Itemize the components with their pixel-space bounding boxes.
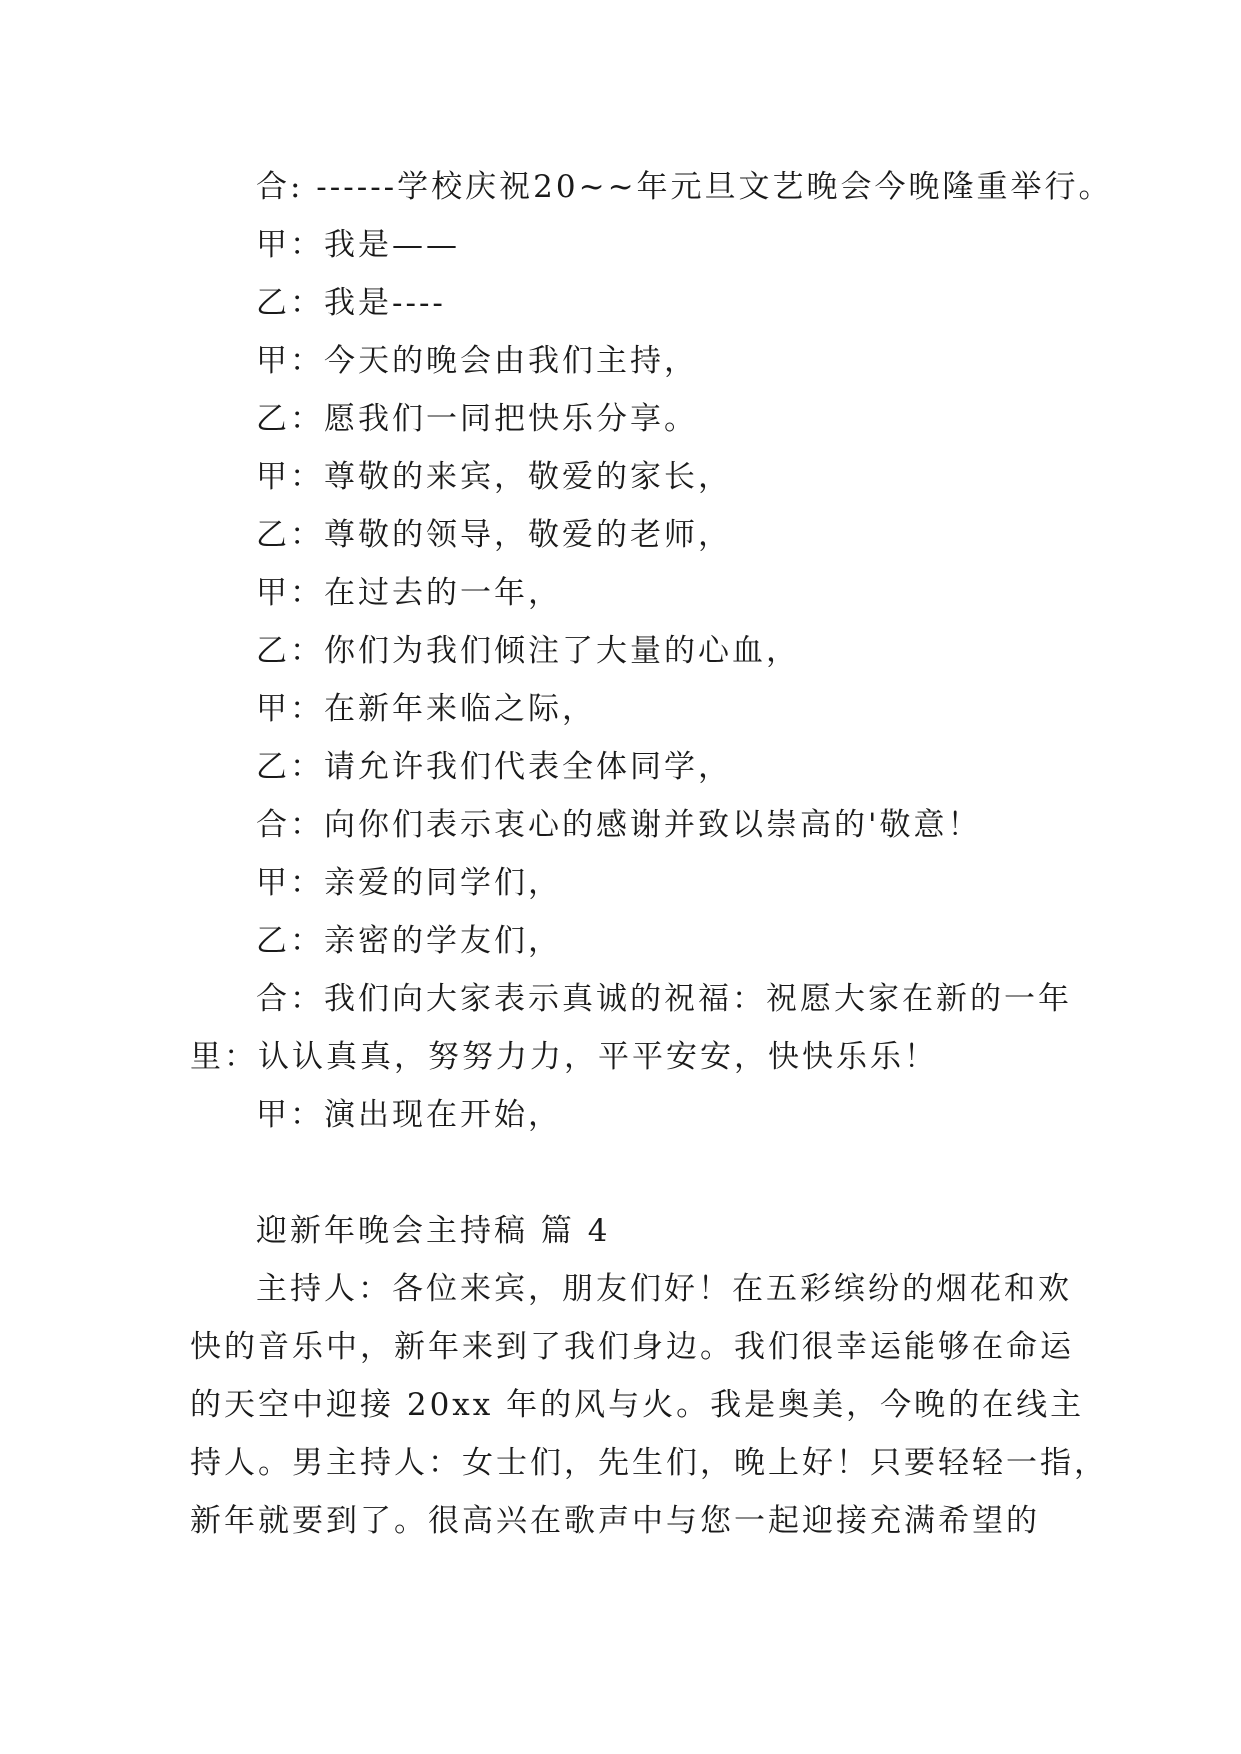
dialogue-line: 合：向你们表示衷心的感谢并致以崇高的'敬意！	[256, 807, 982, 843]
dialogue-line: 乙：亲密的学友们，	[256, 923, 562, 959]
paragraph-line: 持人。男主持人：女士们，先生们，晚上好！只要轻轻一指，	[190, 1445, 1108, 1481]
paragraph-line: 快的音乐中，新年来到了我们身边。我们很幸运能够在命运	[190, 1329, 1074, 1365]
dialogue-line: 甲：我是——	[256, 227, 460, 263]
section-spacer	[190, 1144, 1070, 1202]
paragraph-line: 的天空中迎接 20xx 年的风与火。我是奥美，今晚的在线主	[190, 1387, 1085, 1423]
dialogue-line: 乙：请允许我们代表全体同学，	[256, 749, 732, 785]
section-heading: 迎新年晚会主持稿 篇 4	[256, 1213, 611, 1249]
dialogue-line: 甲：在新年来临之际，	[256, 691, 596, 727]
document-body	[190, 158, 1113, 1550]
paragraph-line: 主持人：各位来宾，朋友们好！在五彩缤纷的烟花和欢	[256, 1271, 1072, 1307]
dialogue-line: 甲：尊敬的来宾，敬爱的家长，	[256, 459, 732, 495]
dialogue-line: 甲：亲爱的同学们，	[256, 865, 562, 901]
dialogue-line: 甲：今天的晚会由我们主持，	[256, 343, 698, 379]
dialogue-line: 合: ------学校庆祝20~~年元旦文艺晚会今晚隆重举行。	[256, 169, 1113, 205]
dialogue-line: 乙：愿我们一同把快乐分享。	[256, 401, 698, 437]
dialogue-line: 甲：在过去的一年，	[256, 575, 562, 611]
dialogue-line: 乙：你们为我们倾注了大量的心血，	[256, 633, 800, 669]
dialogue-line: 乙：我是----	[256, 285, 446, 321]
dialogue-line: 乙：尊敬的领导，敬爱的老师，	[256, 517, 732, 553]
dialogue-line-continuation: 里：认认真真，努努力力，平平安安，快快乐乐！	[190, 1039, 938, 1075]
paragraph-line: 新年就要到了。很高兴在歌声中与您一起迎接充满希望的	[190, 1503, 1040, 1539]
dialogue-line: 合：我们向大家表示真诚的祝福：祝愿大家在新的一年	[256, 981, 1072, 1017]
dialogue-line: 甲：演出现在开始，	[256, 1097, 562, 1133]
